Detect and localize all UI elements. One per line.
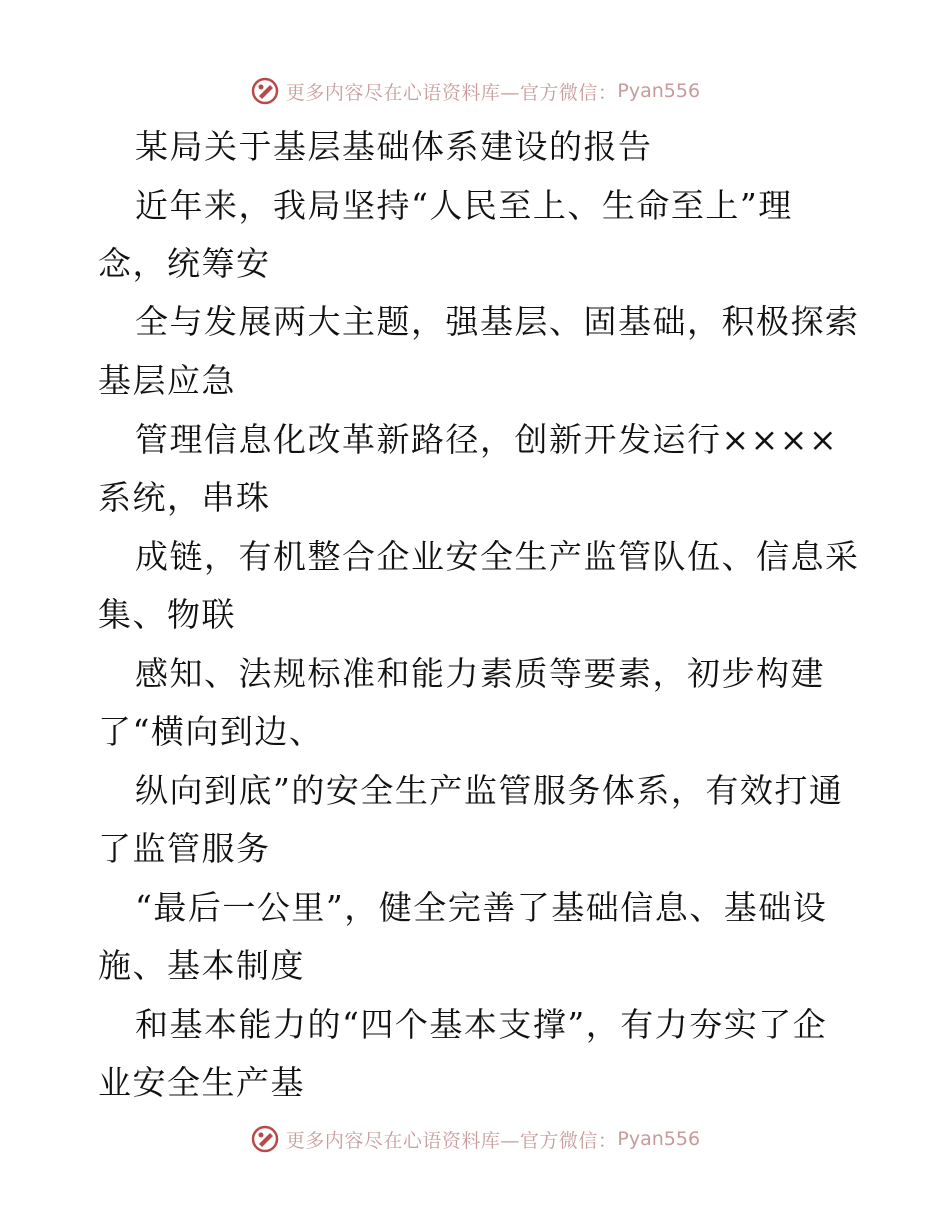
logo-icon — [250, 1124, 280, 1154]
paragraph-line: 施、基本制度 — [98, 946, 305, 985]
paragraph-line: 集、物联 — [98, 595, 236, 634]
watermark-id: Pyan556 — [617, 80, 701, 102]
paragraph-line: 成链，有机整合企业安全生产监管队伍、信息采 — [135, 537, 860, 576]
paragraph-line: 感知、法规标准和能力素质等要素，初步构建 — [135, 654, 825, 693]
paragraph-line: “最后一公里”，健全完善了基础信息、基础设 — [135, 888, 828, 927]
logo-icon — [250, 76, 280, 106]
header-watermark — [0, 71, 950, 111]
paragraph-line: 管理信息化改革新路径，创新开发运行×××× — [135, 420, 839, 459]
paragraph-line: 念，统筹安 — [98, 244, 271, 283]
footer-watermark — [0, 1119, 950, 1159]
paragraph-line: 业安全生产基 — [98, 1063, 305, 1102]
paragraph-line: 近年来，我局坚持“人民至上、生命至上”理 — [135, 186, 793, 225]
watermark-text: 更多内容尽在心语资料库—官方微信： — [285, 1129, 618, 1152]
watermark-text: 更多内容尽在心语资料库—官方微信： — [285, 81, 618, 104]
paragraph-line: 和基本能力的“四个基本支撑”，有力夯实了企 — [135, 1005, 828, 1044]
paragraph-line: 了“横向到边、 — [98, 712, 324, 751]
paragraph-line: 系统，串珠 — [98, 478, 271, 517]
paragraph-line: 了监管服务 — [98, 829, 271, 868]
watermark-id: Pyan556 — [617, 1128, 701, 1150]
paragraph-line: 全与发展两大主题，强基层、固基础，积极探索 — [135, 302, 860, 341]
paragraph-line: 基层应急 — [98, 361, 236, 400]
paragraph-line: 纵向到底”的安全生产监管服务体系，有效打通 — [135, 771, 844, 810]
document-title: 某局关于基层基础体系建设的报告 — [135, 127, 653, 166]
